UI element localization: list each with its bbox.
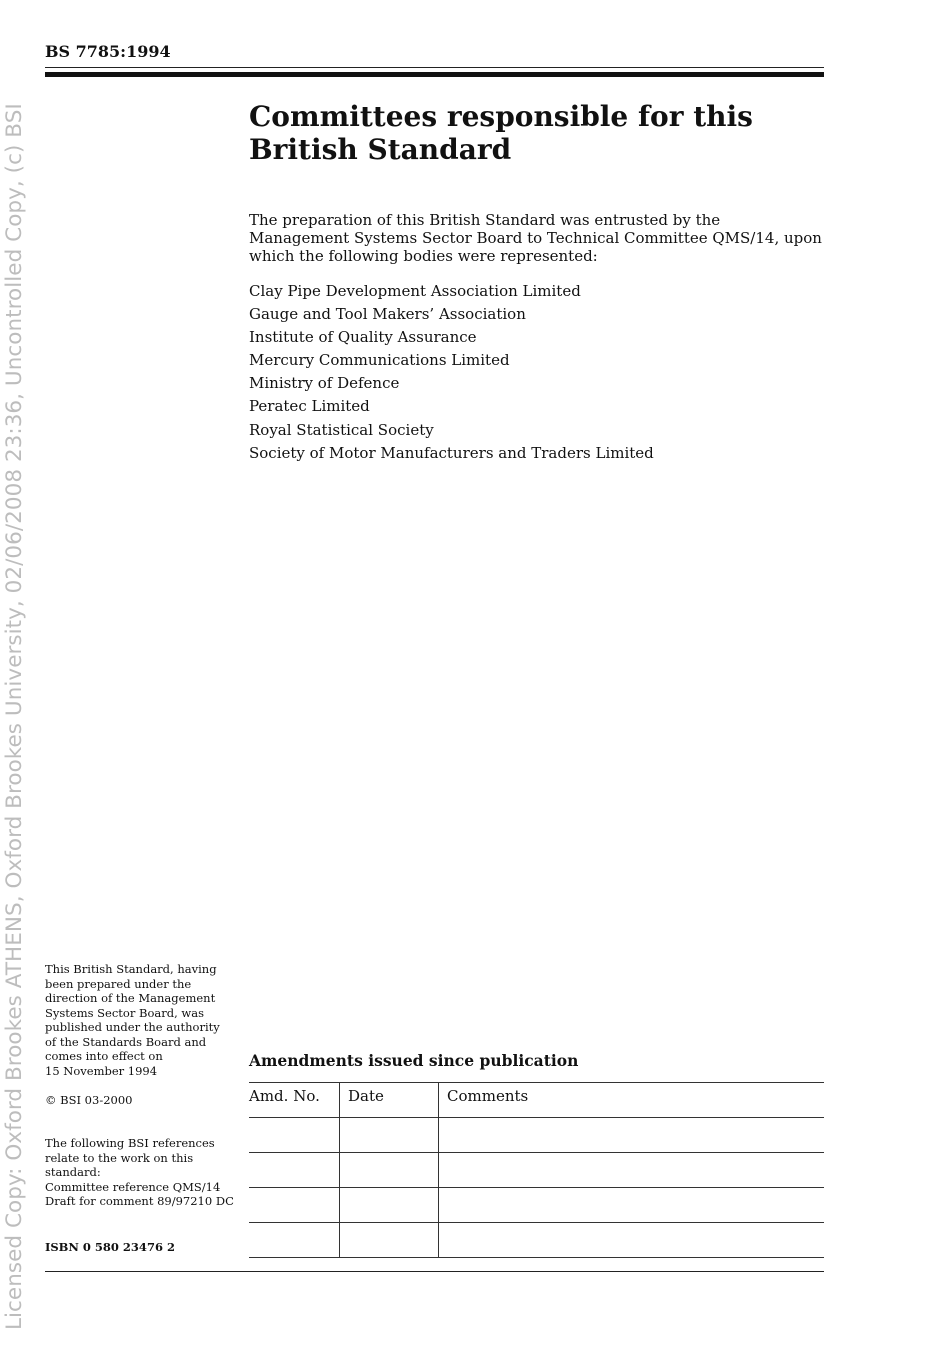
list-item: Royal Statistical Society xyxy=(249,420,434,439)
references-line: Committee reference QMS/14 xyxy=(45,1179,221,1194)
references-line: Draft for comment 89/97210 DC xyxy=(45,1194,234,1208)
publication-line: published under the authority xyxy=(45,1020,220,1034)
header-rule-thin xyxy=(45,67,824,68)
publication-line: direction of the Management xyxy=(45,991,216,1005)
represented-bodies-list xyxy=(249,280,654,465)
column-header-date: Date xyxy=(340,1083,439,1118)
list-item: Clay Pipe Development Association Limited xyxy=(249,282,581,300)
table-cell xyxy=(340,1118,439,1153)
table-cell xyxy=(249,1118,340,1153)
publication-line: 15 November 1994 xyxy=(45,1063,158,1078)
table-header-row xyxy=(249,1083,824,1118)
list-item: Gauge and Tool Makers’ Association xyxy=(249,305,526,324)
intro-paragraph: The preparation of this British Standard was entrusted by the Management Systems Sector Board to Technical Committee QMS/14, upon which the following bodies were represented: xyxy=(249,211,822,265)
table-cell xyxy=(439,1118,825,1153)
column-header-comments: Comments xyxy=(439,1083,825,1118)
table-cell xyxy=(439,1223,825,1258)
table-cell xyxy=(340,1188,439,1223)
list-item: Institute of Quality Assurance xyxy=(249,328,477,347)
list-item: Ministry of Defence xyxy=(249,374,400,393)
footer-rule xyxy=(45,1271,824,1272)
table-cell xyxy=(439,1188,825,1223)
isbn: ISBN 0 580 23476 2 xyxy=(45,1240,175,1254)
standard-number: BS 7785:1994 xyxy=(45,42,171,61)
publication-line: of the Standards Board and xyxy=(45,1034,207,1049)
publication-note xyxy=(45,962,245,1078)
references-line: relate to the work on this xyxy=(45,1150,194,1165)
references-note xyxy=(45,1136,245,1209)
table-cell xyxy=(249,1188,340,1223)
publication-line: comes into effect on xyxy=(45,1049,163,1063)
amendments-table xyxy=(249,1082,824,1258)
table-row xyxy=(249,1188,824,1223)
page-title-line-1: Committees responsible for this xyxy=(249,100,753,133)
references-line: The following BSI references xyxy=(45,1136,215,1150)
publication-line: been prepared under the xyxy=(45,976,192,991)
references-line: standard: xyxy=(45,1165,101,1179)
list-item: Peratec Limited xyxy=(249,397,370,416)
table-cell xyxy=(340,1223,439,1258)
table-row xyxy=(249,1223,824,1258)
table-cell xyxy=(249,1223,340,1258)
list-item: Mercury Communications Limited xyxy=(249,351,510,370)
column-header-amd-no: Amd. No. xyxy=(249,1083,340,1118)
page-title-line-2: British Standard xyxy=(249,133,512,166)
table-row xyxy=(249,1118,824,1153)
publication-line: Systems Sector Board, was xyxy=(45,1005,204,1020)
page-title xyxy=(249,100,829,166)
table-cell xyxy=(439,1153,825,1188)
amendments-title: Amendments issued since publication xyxy=(249,1051,579,1070)
table-row xyxy=(249,1153,824,1188)
copyright-note: © BSI 03-2000 xyxy=(45,1093,133,1107)
table-cell xyxy=(340,1153,439,1188)
license-watermark: Licensed Copy: Oxford Brookes ATHENS, Oxford Brookes University, 02/06/2008 23:36, Uncontrolled Copy, (c) BSI xyxy=(2,103,27,1330)
publication-line: This British Standard, having xyxy=(45,962,217,976)
header-rule-thick xyxy=(45,72,824,77)
table-cell xyxy=(249,1153,340,1188)
list-item: Society of Motor Manufacturers and Traders Limited xyxy=(249,443,654,462)
